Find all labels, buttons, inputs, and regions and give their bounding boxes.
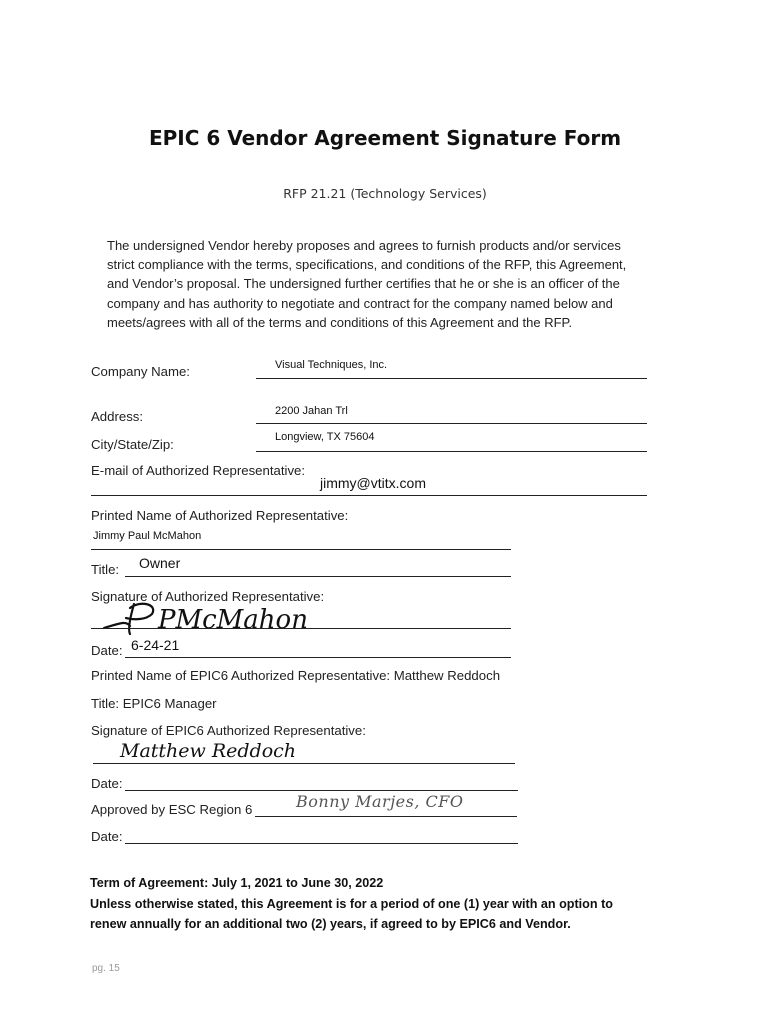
company-name-field[interactable]: Visual Techniques, Inc. [275, 359, 388, 371]
city-state-zip-line [256, 451, 647, 452]
term-of-agreement: Term of Agreement: July 1, 2021 to June 30, 2022 [90, 876, 384, 890]
date-label: Date: [91, 643, 123, 658]
intro-line: The undersigned Vendor hereby proposes and agrees to furnish products and/or services [107, 238, 621, 253]
address-line [256, 423, 647, 424]
term-detail-line: renew annually for an additional two (2) years, if agreed to by EPIC6 and Vendor. [90, 917, 571, 931]
vendor-signature-image [100, 598, 340, 638]
intro-line: meets/agrees with all of the terms and conditions of this Agreement and the RFP. [107, 314, 573, 330]
intro-line: company and has authority to negotiate and contract for the company named below and [107, 295, 613, 311]
signature-label: Signature of Authorized Representative: [91, 589, 325, 604]
printed-name-line [91, 549, 511, 550]
vendor-signature-text: PMcMahon [158, 605, 308, 635]
company-name-label: Company Name: [91, 364, 190, 379]
date-field[interactable]: 6-24-21 [131, 637, 180, 653]
epic6-signature-line [93, 763, 515, 764]
page-title: EPIC 6 Vendor Agreement Signature Form [148, 126, 622, 150]
title-field[interactable]: Owner [139, 555, 181, 571]
printed-name-field[interactable]: Jimmy Paul McMahon [93, 530, 202, 542]
approved-line [255, 816, 517, 817]
epic6-date-label: Date: [91, 776, 123, 791]
company-name-line [256, 378, 647, 379]
title-line [125, 576, 511, 577]
epic6-signature-label: Signature of EPIC6 Authorized Representative: [91, 723, 366, 738]
term-detail-line: Unless otherwise stated, this Agreement is for a period of one (1) year with an option to [90, 896, 613, 911]
approved-date-line [125, 843, 518, 844]
epic6-date-line [125, 790, 518, 791]
email-line [91, 495, 647, 496]
approved-date-label: Date: [91, 829, 123, 844]
epic6-title: Title: EPIC6 Manager [91, 696, 217, 711]
address-label: Address: [91, 409, 144, 424]
page-number: pg. 15 [92, 963, 120, 974]
approved-signature-image: Bonny Marjes, CFO [296, 792, 464, 811]
city-state-zip-label: City/State/Zip: [91, 437, 174, 452]
terms-block [90, 873, 690, 935]
intro-line: and Vendor’s proposal. The undersigned further certifies that he or she is an officer of the [107, 276, 620, 292]
printed-name-label: Printed Name of Authorized Representative: [91, 508, 349, 523]
email-label: E-mail of Authorized Representative: [91, 463, 306, 478]
approved-label: Approved by ESC Region 6 [91, 802, 253, 817]
address-field[interactable]: 2200 Jahan Trl [275, 405, 348, 417]
date-line [125, 657, 511, 658]
epic6-signature-image: Matthew Reddoch [120, 740, 297, 762]
title-label: Title: [91, 562, 120, 577]
intro-line: strict compliance with the terms, specifications, and conditions of the RFP, this Agreement, [107, 257, 627, 273]
signature-line [91, 628, 511, 629]
email-field[interactable]: jimmy@vtitx.com [320, 475, 426, 491]
intro-paragraph [107, 236, 677, 332]
epic6-printed-name: Printed Name of EPIC6 Authorized Representative: Matthew Reddoch [91, 668, 501, 683]
city-state-zip-field[interactable]: Longview, TX 75604 [275, 431, 375, 443]
page-subtitle: RFP 21.21 (Technology Services) [283, 186, 487, 201]
